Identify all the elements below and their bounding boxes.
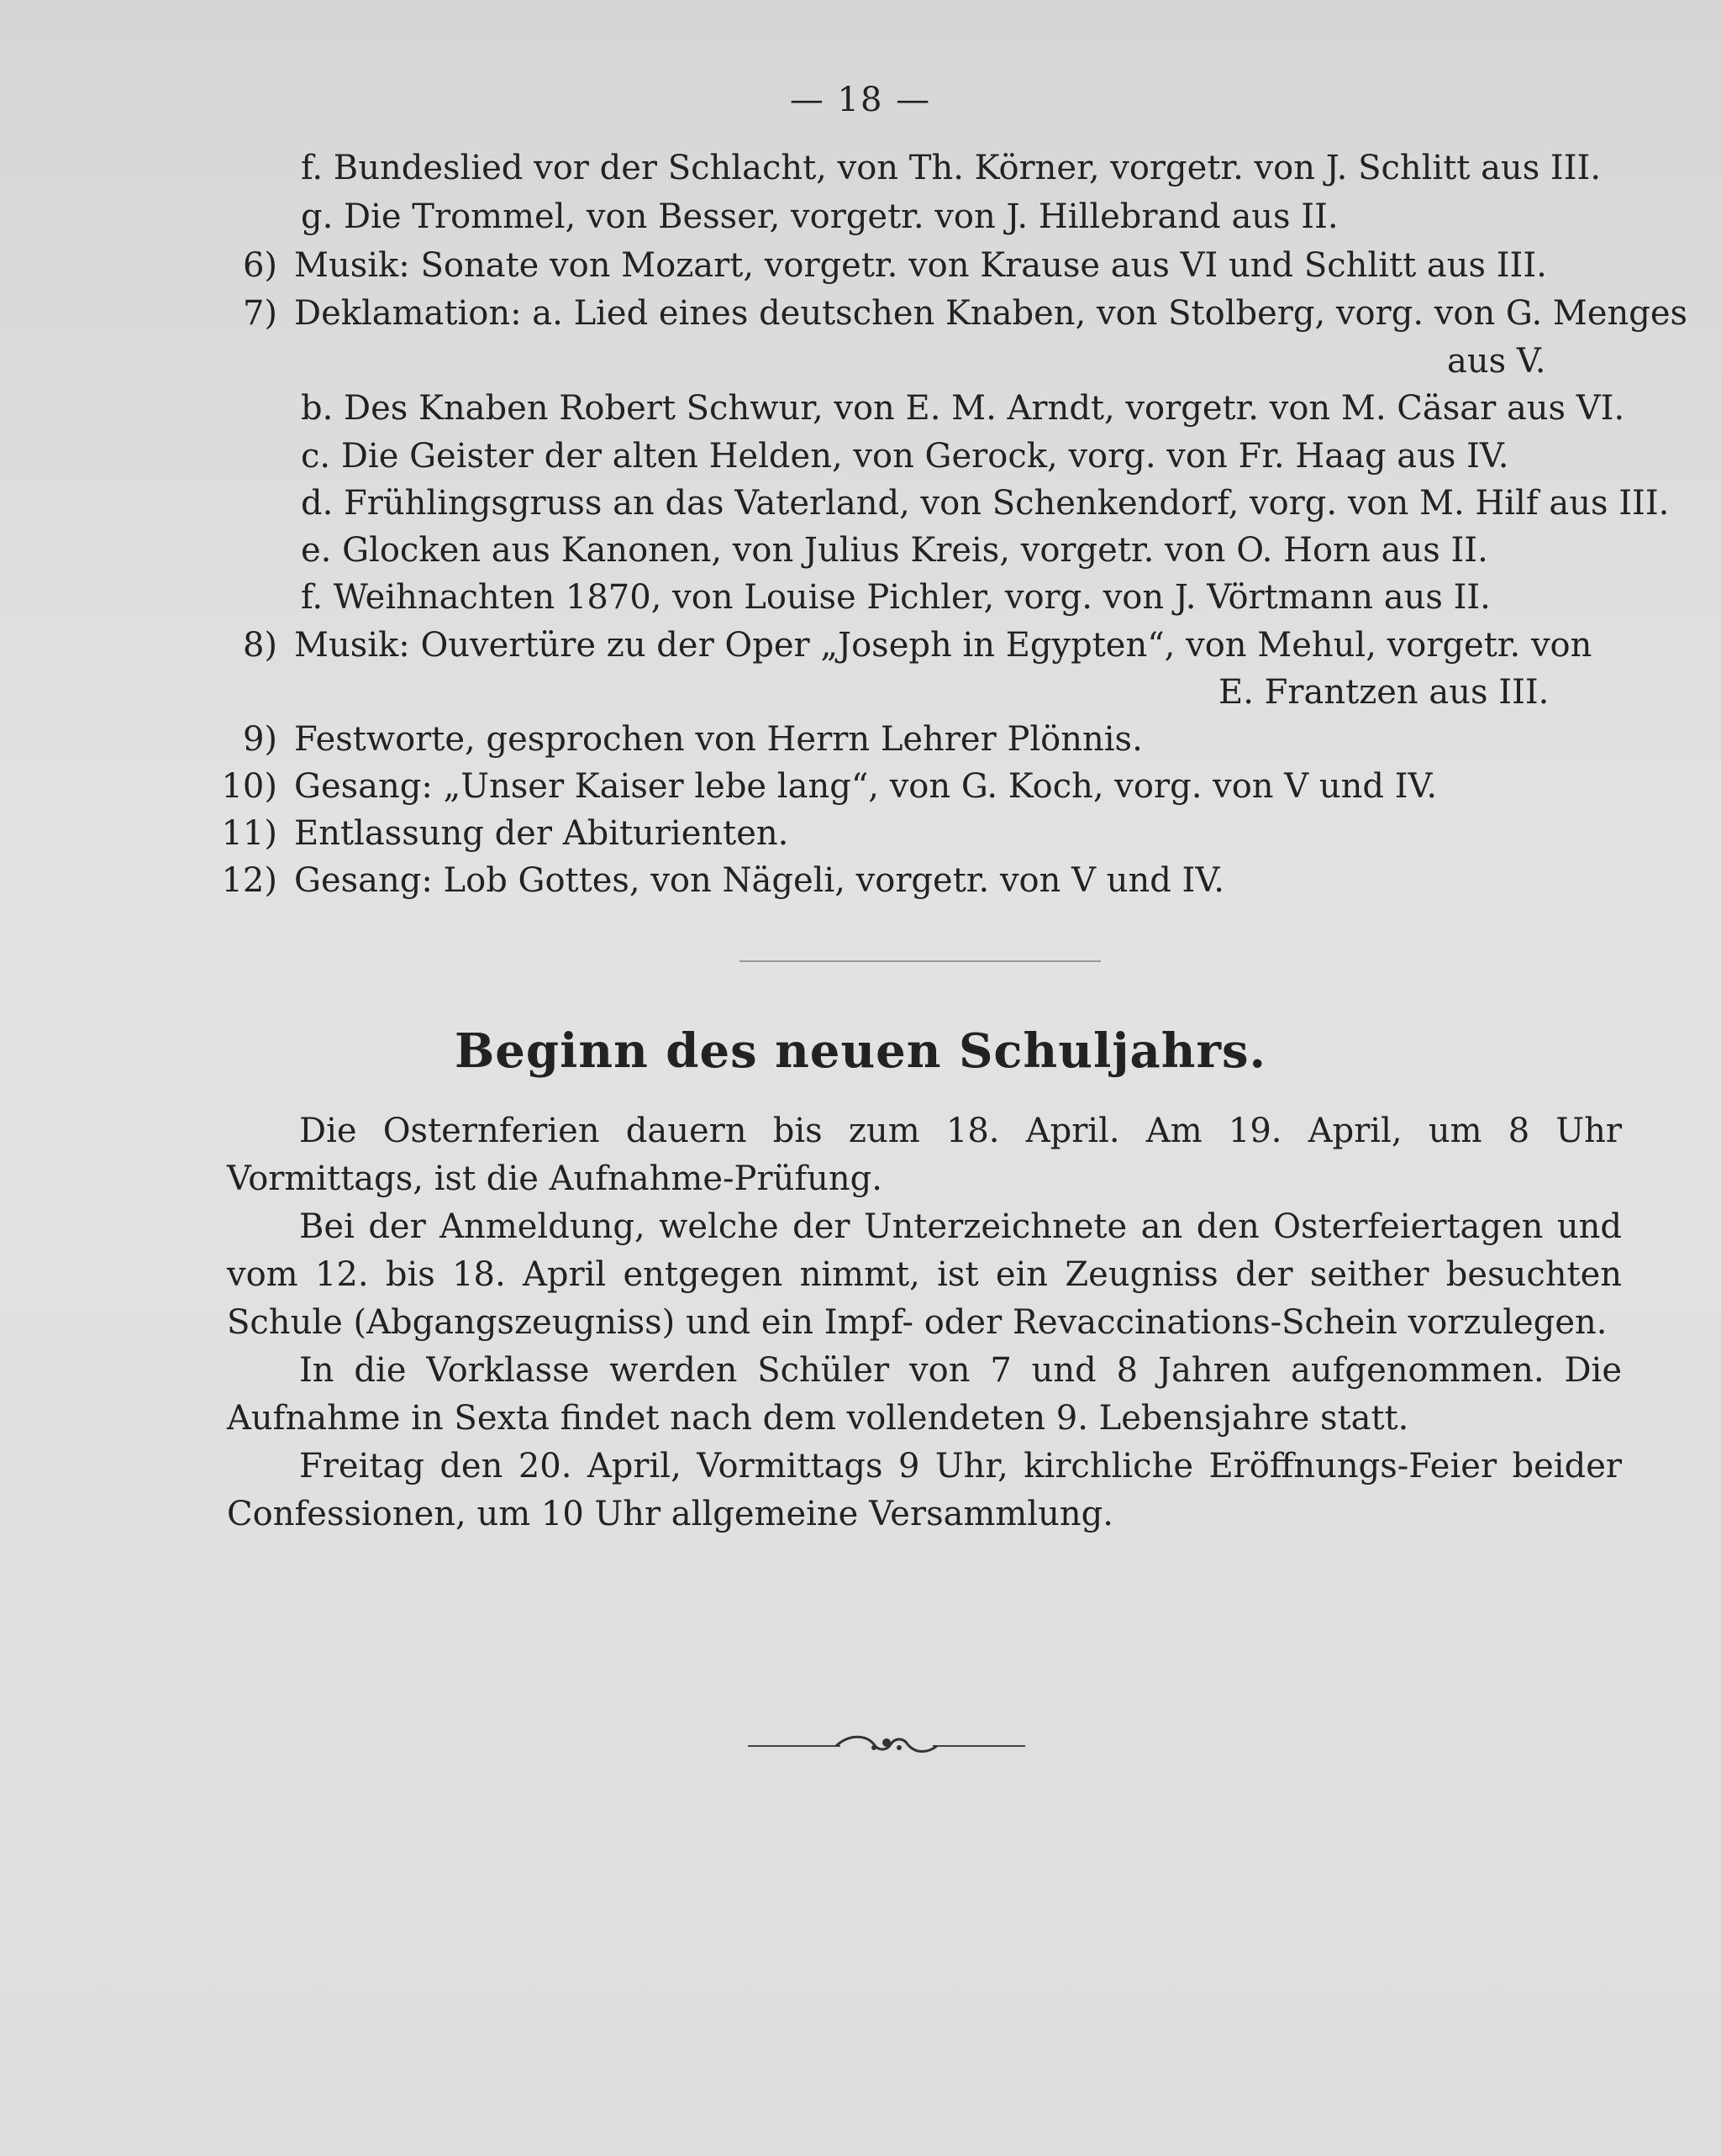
page-number: — 18 — bbox=[789, 81, 932, 119]
paragraph: Die Osternferien dauern bis zum 18. April. Am 19. April, um 8 Uhr Vormittags, ist die Aufnahme-Prüfung. bbox=[227, 1112, 1622, 1198]
paragraph: Freitag den 20. April, Vormittags 9 Uhr, kirchliche Eröffnungs-Feier beider Confessionen, um 10 Uhr allgemeine Versammlung. bbox=[227, 1447, 1622, 1533]
section-divider bbox=[739, 960, 1101, 962]
section-heading: Beginn des neuen Schuljahrs. bbox=[454, 1023, 1267, 1079]
scanned-page: — 18 — f. Bundeslied vor der Schlacht, von Th. Körner, vorgetr. von J. Schlitt aus III. g. Die Trommel, von Besser, vorgetr. von J. Hillebrand aus II. 6) Musik: Sonate von Mozart, vorgetr. von Krause aus VI und Schlitt aus III. 7) Deklamation: a. Lied eines deutschen Knaben, von Stolberg, vorg. von G. Menges aus V. b. Des Knaben Robert Schwur, von E. M. Arndt, vorgetr. von M. Cäsar aus VI. c. Die Geister der alten Helden, von Gerock, vorg. von Fr. Haag aus IV. d. Frühlingsgruss an das Vaterland, von Schenkendorf, vorg. von M. Hilf aus III. e. Glocken aus Kanonen, von Julius Kreis, vorgetr. von O. Horn aus II. f. Weihnachten 1870, von Louise Pichler, vorg. von J. Vörtmann aus II. 8) Musik: Ouvertüre zu der Oper „Joseph in Egypten“, von Mehul, vorgetr. von E. Frantzen aus III. 9) Festworte, gesprochen von Herrn Lehrer Plönnis. 10) Gesang: „Unser Kaiser lebe lang“, von G. Koch, vorg. von V und IV. 11) Entlassung der Abiturienten. 12) Gesang: Lob Gottes, von Nägeli, vorgetr. von V und IV. Beginn des neuen Schuljahrs. Die Osternferien dauern bis zum 18. April. Am 19. April, um 8 Uhr Vormittags, ist die Aufnahme-Prüfung. Bei der Anmeldung, welche der Unterzeichnete an den Osterfeiertagen und vom 12. bis 18. April entgegen nimmt, ist ein Zeugniss der seither besuchten Schule (Abgangszeugniss) und ein Impf- oder Revaccinations-Schein vorzulegen. In die Vorklasse werden Schüler von 7 und 8 Jahren aufgenommen. Die Aufnahme in Sexta findet nach dem vollendeten 9. Lebensjahre statt. Freitag den 20. April, Vormittags 9 Uhr, kirchliche Eröffnungs-Feier beider Confessionen, um 10 Uhr allgemeine Versammlung. bbox=[0, 0, 1721, 2156]
ornament-flourish-icon bbox=[748, 1729, 1025, 1763]
paragraph: Bei der Anmeldung, welche der Unterzeichnete an den Osterfeiertagen und vom 12. bis 18. April entgegen nimmt, ist ein Zeugniss der seither besuchten Schule (Abgangszeugniss) und ein Impf- oder Revaccinations-Schein vorzulegen. bbox=[227, 1207, 1622, 1342]
paragraph: In die Vorklasse werden Schüler von 7 und 8 Jahren aufgenommen. Die Aufnahme in Sexta findet nach dem vollendeten 9. Lebensjahre statt. bbox=[227, 1351, 1622, 1438]
